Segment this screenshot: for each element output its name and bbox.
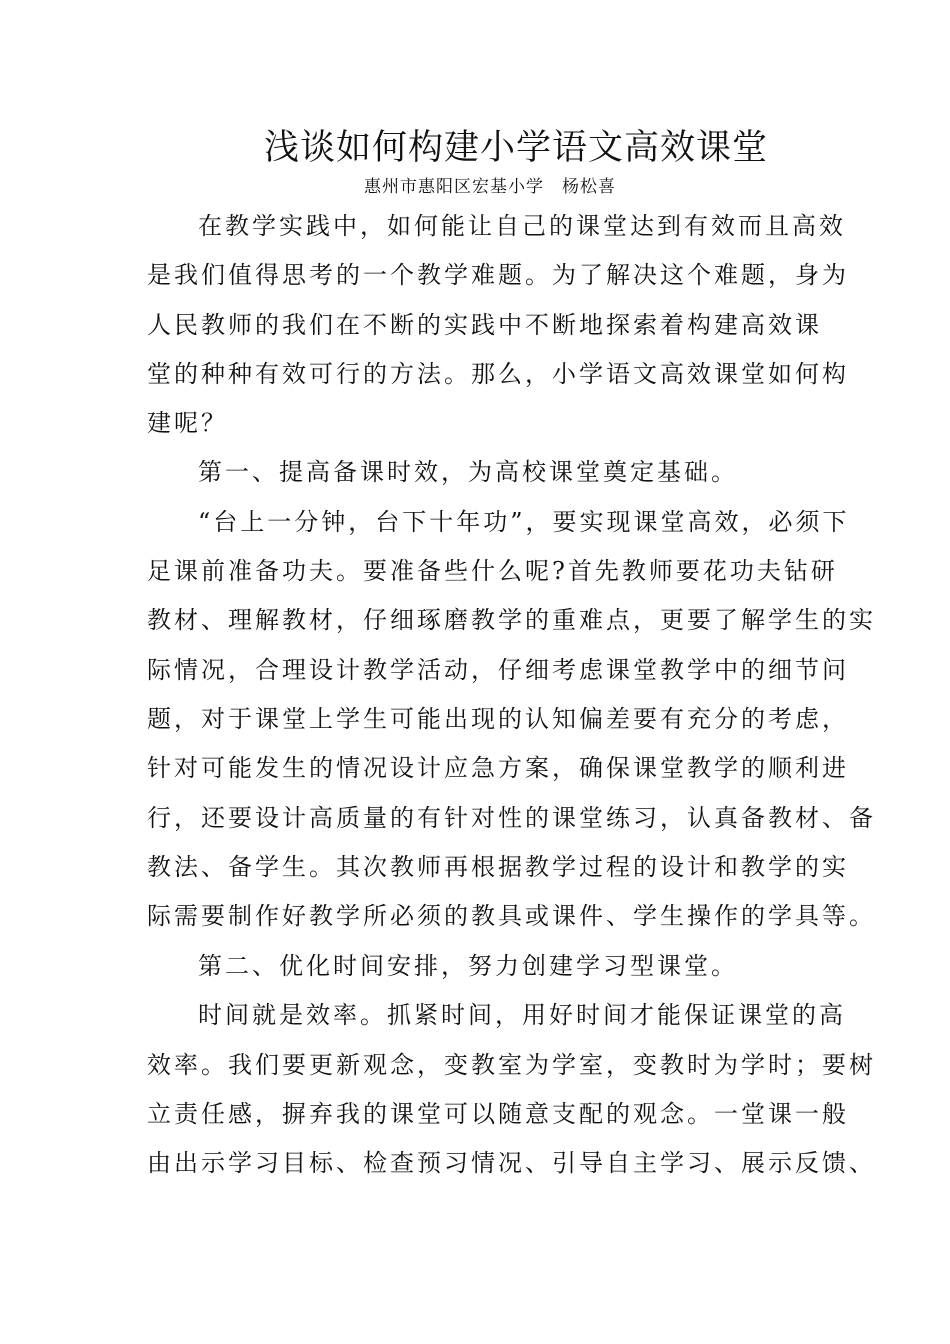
paragraph-line: 针对可能发生的情况设计应急方案，确保课堂教学的顺利进 [147, 754, 849, 782]
section-heading: 第二、优化时间安排，努力创建学习型课堂。 [198, 952, 738, 980]
paragraph-line: 立责任感，摒弃我的课堂可以随意支配的观念。一堂课一般 [147, 1100, 849, 1128]
paragraph-line: 建呢？ [147, 409, 228, 437]
paragraph-line: 际情况，合理设计教学活动，仔细考虑课堂教学中的细节问 [147, 656, 849, 684]
paragraph-line: 效率。我们要更新观念，变教室为学室，变教时为学时；要树 [147, 1051, 876, 1079]
paragraph-line: 教材、理解教材，仔细琢磨教学的重难点，更要了解学生的实 [147, 606, 876, 634]
paragraph-line: 足课前准备功夫。要准备些什么呢?首先教师要花功夫钻研 [147, 557, 838, 585]
paragraph-line: 在教学实践中，如何能让自己的课堂达到有效而且高效 [198, 212, 846, 240]
paragraph-line: 时间就是效率。抓紧时间，用好时间才能保证课堂的高 [198, 1001, 846, 1029]
paragraph-line: 行，还要设计高质量的有针对性的课堂练习，认真备教材、备 [147, 804, 876, 832]
paragraph-line: 人民教师的我们在不断的实践中不断地探索着构建高效课 [147, 311, 822, 339]
paragraph-line: 题，对于课堂上学生可能出现的认知偏差要有充分的考虑， [147, 705, 849, 733]
paragraph-line: 教法、备学生。其次教师再根据教学过程的设计和教学的实 [147, 853, 849, 881]
author-byline: 惠州市惠阳区宏基小学 杨松喜 [364, 177, 616, 197]
paragraph-line: 堂的种种有效可行的方法。那么，小学语文高效课堂如何构 [147, 360, 849, 388]
paragraph-line: “台上一分钟，台下十年功”，要实现课堂高效，必须下 [198, 508, 850, 536]
paragraph-line: 是我们值得思考的一个教学难题。为了解决这个难题，身为 [147, 261, 849, 289]
paragraph-line: 由出示学习目标、检查预习情况、引导自主学习、展示反馈、 [147, 1149, 876, 1177]
document-title: 浅谈如何构建小学语文高效课堂 [264, 128, 769, 168]
section-heading: 第一、提高备课时效，为高校课堂奠定基础。 [198, 458, 738, 486]
paragraph-line: 际需要制作好教学所必须的教具或课件、学生操作的学具等。 [147, 902, 876, 930]
